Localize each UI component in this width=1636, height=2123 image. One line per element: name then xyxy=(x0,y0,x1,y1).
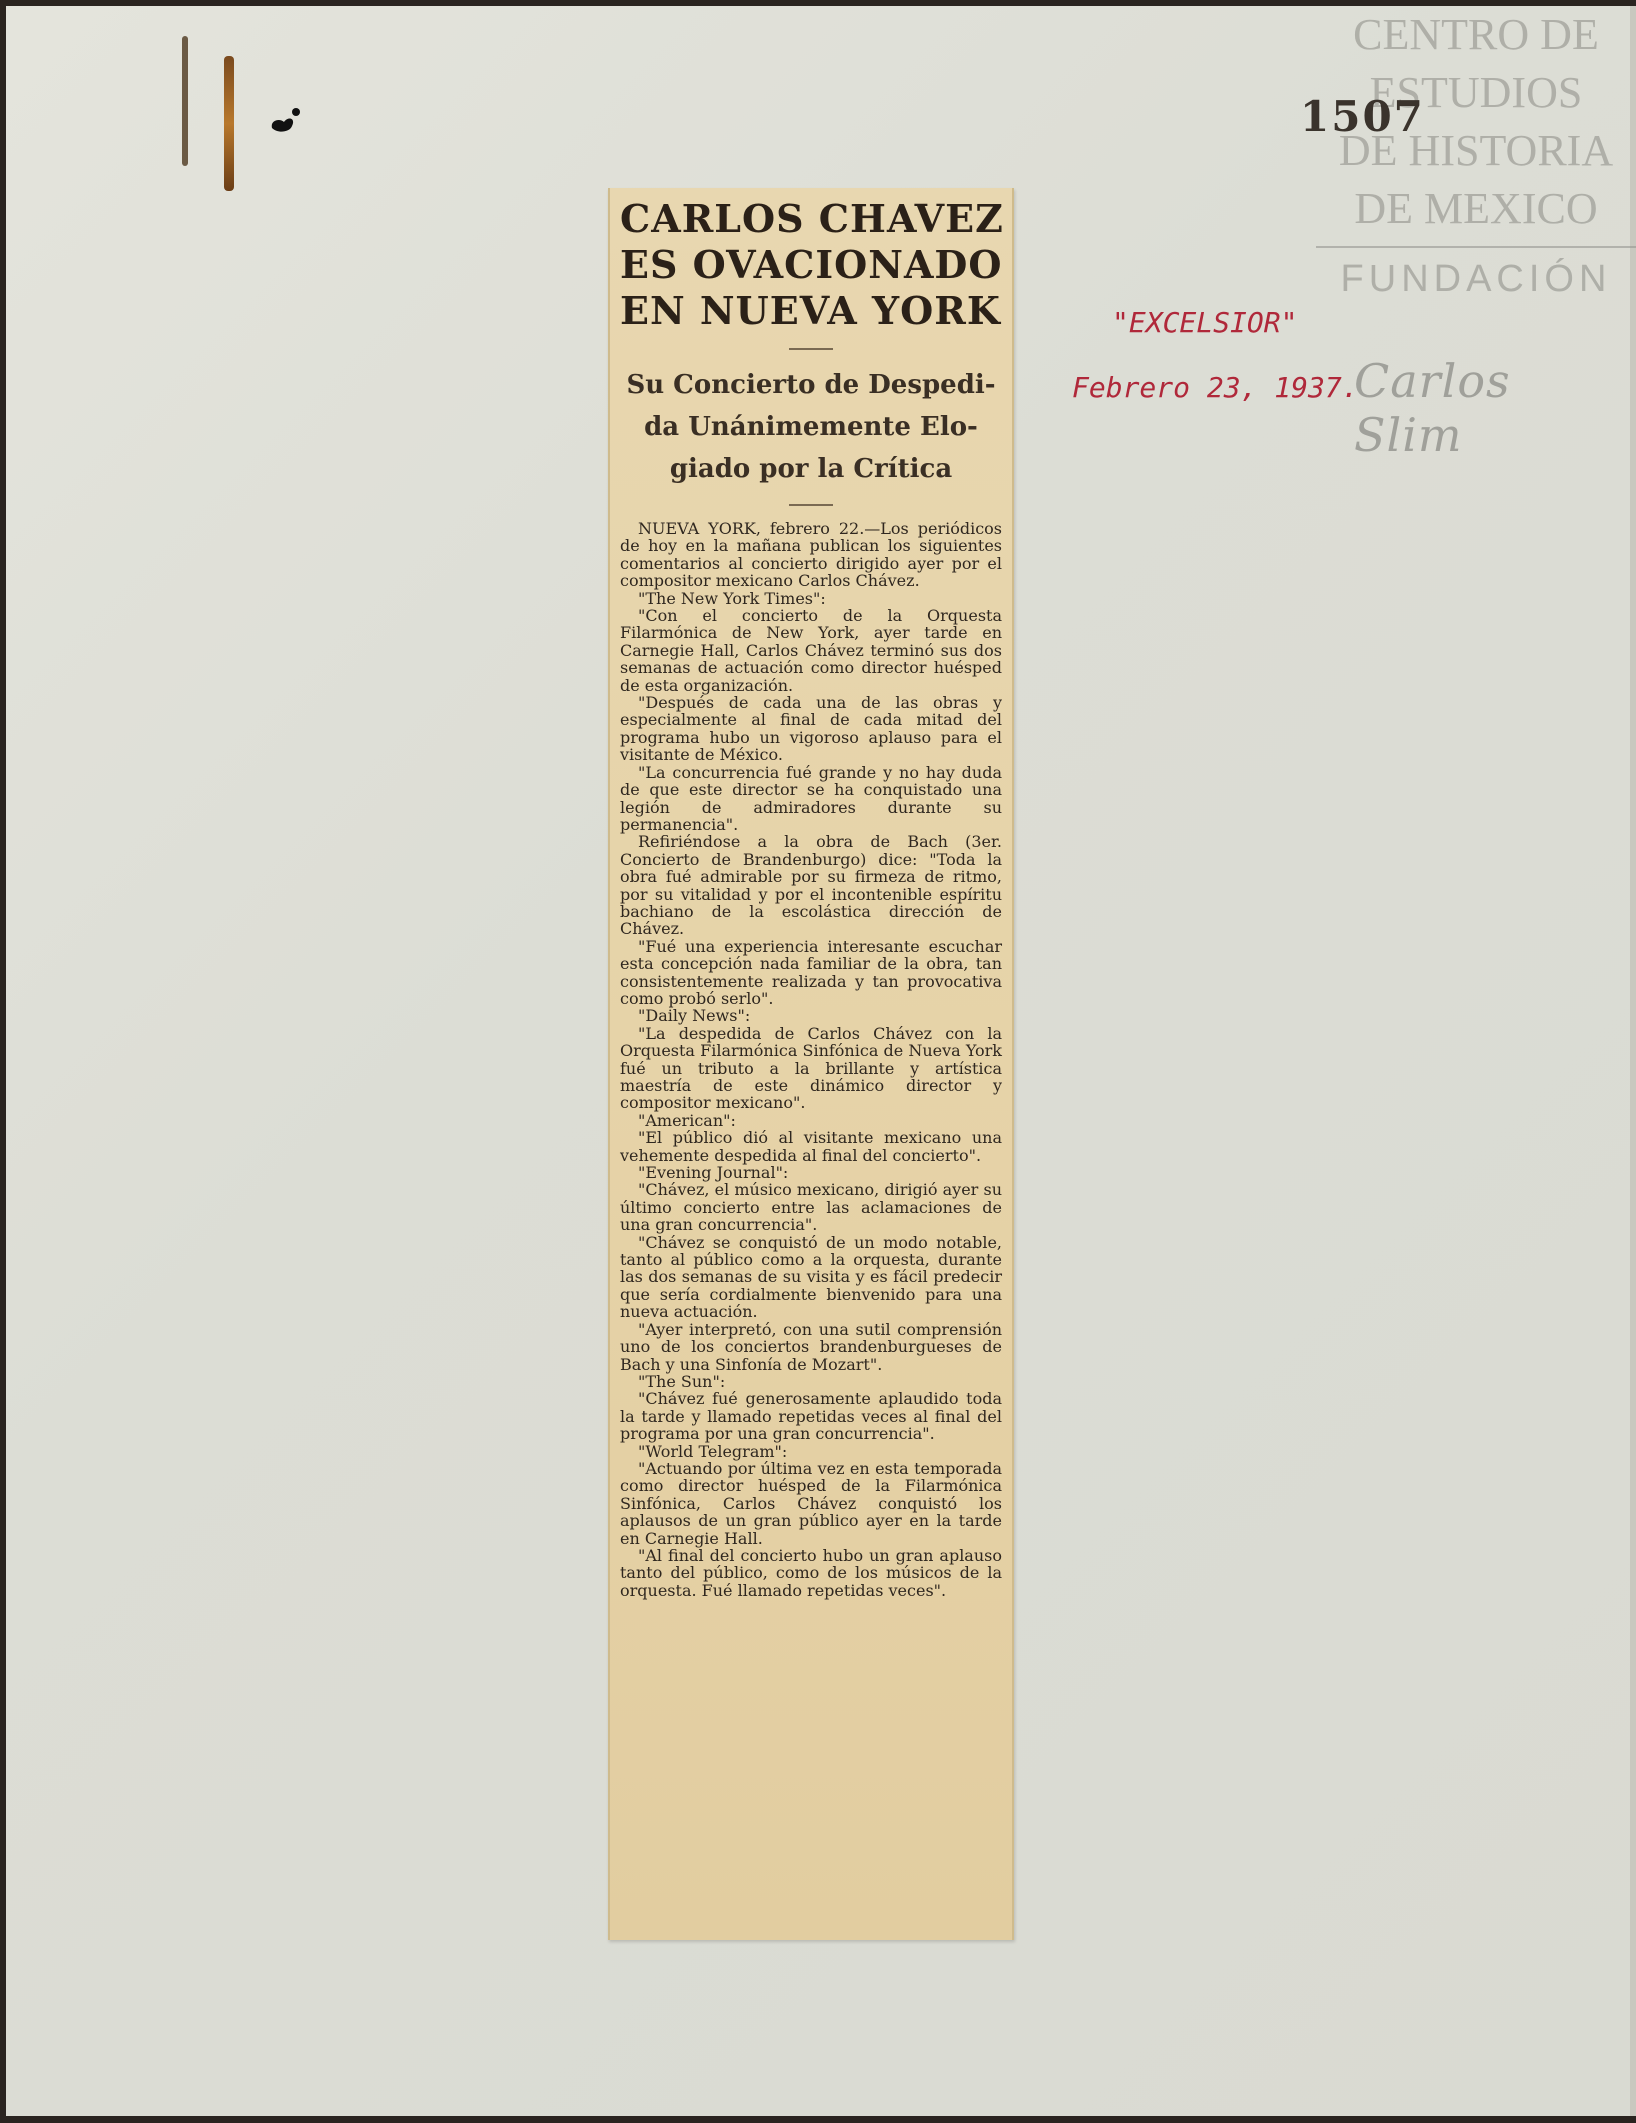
article-paragraph: "Actuando por última vez en esta temporada como director huésped de la Filarmónica Sinfónica, Carlos Chávez conquistó los aplausos de un gran público ayer en la tarde en Carnegie Hall. xyxy=(620,1458,1002,1548)
subhead-line: giado por la Crítica xyxy=(669,454,953,484)
article-paragraph: "El público dió al visitante mexicano una vehemente despedida al final del concierto". xyxy=(620,1128,1002,1165)
staple-mark xyxy=(182,36,188,166)
watermark-line: DE MEXICO xyxy=(1354,184,1598,233)
article-subhead xyxy=(624,364,998,490)
watermark-line: ESTUDIOS xyxy=(1369,68,1583,117)
watermark-signature: Carlos Slim xyxy=(1354,354,1511,462)
article-paragraph: "The New York Times": xyxy=(638,588,826,608)
headline-line: EN NUEVA YORK xyxy=(620,288,1001,333)
subhead-divider xyxy=(789,504,833,506)
article-paragraph: NUEVA YORK, febrero 22.—Los periódicos de hoy en la mañana publican los siguientes comentarios al concierto dirigido ayer por el compositor mexicano Carlos Chávez. xyxy=(620,519,1002,591)
article-paragraph: "Con el concierto de la Orquesta Filarmónica de New York, ayer tarde en Carnegie Hall, Carlos Chávez terminó sus dos semanas de actuación como director huésped de esta organización. xyxy=(620,606,1002,695)
headline-divider xyxy=(789,348,833,350)
article-paragraph: "La concurrencia fué grande y no hay duda de que este director se ha conquistado una legión de admiradores durante su permanencia". xyxy=(620,762,1002,834)
headline-line: ES OVACIONADO xyxy=(620,242,1003,287)
article-paragraph: "Al final del concierto hubo un gran aplauso tanto del público, como de los músicos de la orquesta. Fué llamado repetidas veces". xyxy=(620,1545,1002,1600)
article-paragraph: "Después de cada una de las obras y especialmente al final de cada mitad del programa hubo un vigoroso aplauso para el visitante de México. xyxy=(620,693,1002,765)
article-paragraph: "Chávez, el músico mexicano, dirigió ayer su último concierto entre las aclamaciones de una gran concurrencia". xyxy=(620,1180,1002,1235)
watermark-foundation: FUNDACIÓN xyxy=(1340,258,1612,300)
article-paragraph: "Chávez fué generosamente aplaudido toda la tarde y llamado repetidas veces al final del programa por una gran concurrencia". xyxy=(620,1389,1002,1444)
headline-line: CARLOS CHAVEZ xyxy=(620,196,1004,241)
article-paragraph: "Ayer interpretó, con una sutil comprensión uno de los conciertos brandenburgueses de Bach y una Sinfonía de Mozart". xyxy=(620,1319,1002,1374)
article-paragraph: "Fué una experiencia interesante escuchar esta concepción nada familiar de la obra, tan consistentemente realizada y tan provocativa como probó serlo". xyxy=(620,936,1002,1008)
watermark-divider xyxy=(1316,246,1636,248)
article-paragraph: "World Telegram": xyxy=(638,1441,788,1461)
subhead-line: da Unánimemente Elo- xyxy=(644,412,978,442)
article-body xyxy=(620,520,1002,1599)
article-headline xyxy=(620,196,1004,334)
watermark-line: DE HISTORIA xyxy=(1338,126,1614,175)
archive-sheet xyxy=(6,6,1636,2116)
article-paragraph: "Evening Journal": xyxy=(638,1163,789,1183)
article-paragraph: "Chávez se conquistó de un modo notable, tanto al público como a la orquesta, durante las dos semanas de su visita y es fácil predecir que sería cordialmente bienvenido para una nueva actuación. xyxy=(620,1232,1002,1322)
document-number: 1507 xyxy=(1300,92,1425,141)
article-paragraph: "American": xyxy=(638,1110,736,1130)
article-paragraph: "Daily News": xyxy=(638,1006,751,1026)
newspaper-stamp: "EXCELSIOR" xyxy=(1112,306,1298,339)
article-paragraph: "La despedida de Carlos Chávez con la Orquesta Filarmónica Sinfónica de Nueva York fué un tributo a la brillante y artística maestría de este dinámico director y compositor mexicano". xyxy=(620,1023,1002,1113)
date-stamp: Febrero 23, 1937. xyxy=(1072,371,1359,404)
rust-staple-mark xyxy=(224,56,234,191)
subhead-line: Su Concierto de Despedi- xyxy=(626,370,996,400)
article-paragraph: "The Sun": xyxy=(638,1371,726,1391)
watermark-line: CENTRO DE xyxy=(1353,10,1599,59)
article-paragraph: Refiriéndose a la obra de Bach (3er. Concierto de Brandenburgo) dice: "Toda la obra fué admirable por su firmeza de ritmo, por su vitalidad y por el incontenible espíritu bachiano de la escolástica dirección de Chávez. xyxy=(620,832,1002,939)
ink-blot-icon xyxy=(268,106,302,136)
archive-watermark xyxy=(1316,6,1636,301)
newspaper-clipping xyxy=(608,188,1014,1940)
